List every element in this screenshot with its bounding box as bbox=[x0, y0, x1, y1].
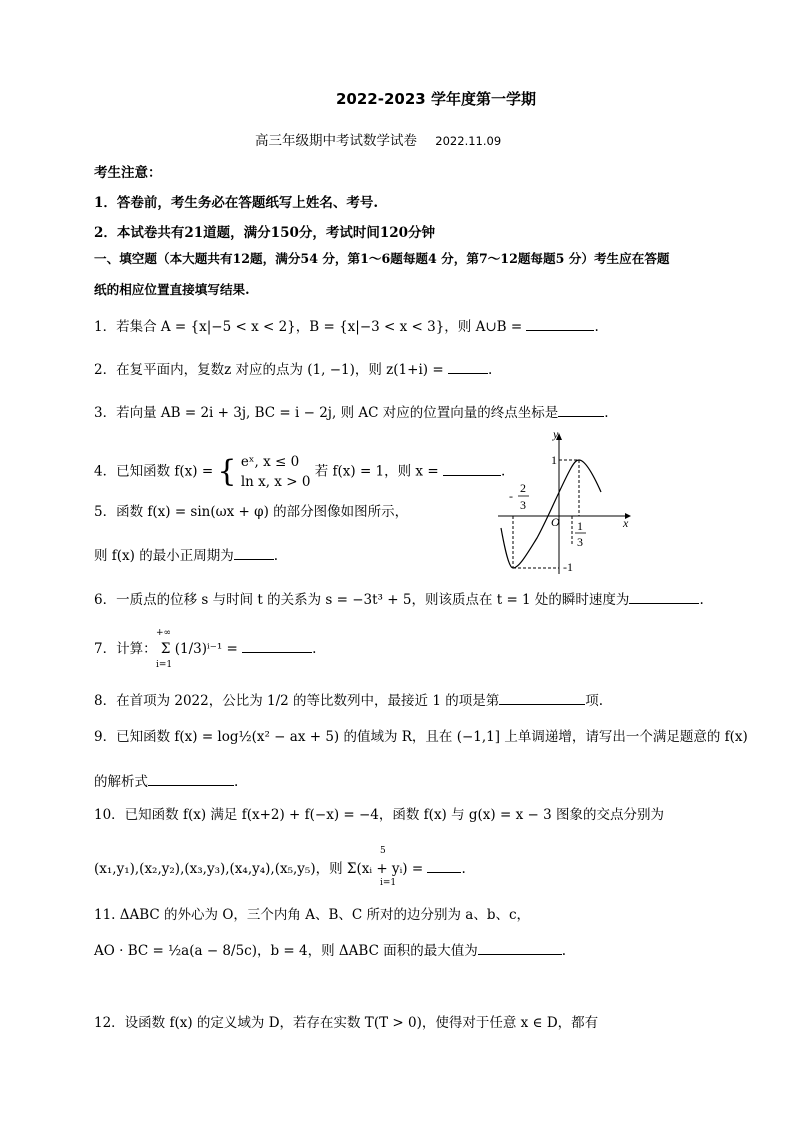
question-6 bbox=[94, 589, 704, 609]
exam-title: 2022-2023 学年度第一学期 bbox=[336, 90, 536, 108]
section1-instructions-line2: 纸的相应位置直接填写结果. bbox=[94, 282, 250, 297]
question-5b-tail: . bbox=[273, 548, 279, 564]
x-left-denominator: 3 bbox=[520, 498, 526, 512]
y-min-label: -1 bbox=[563, 560, 573, 574]
sum-upper-limit-10: 5 bbox=[380, 846, 386, 856]
exam-date: 2022.11.09 bbox=[435, 134, 502, 148]
question-4-tail: . bbox=[500, 463, 506, 480]
x-left-sign: - bbox=[509, 489, 513, 503]
question-10: 10．已知函数 f(x) 满足 f(x+2) + f(−x) = −4，函数 f(x) 与 g(x) = x − 3 图象的交点分别为 bbox=[94, 807, 664, 823]
question-11: 11. ΔABC 的外心为 O，三个内角 A、B、C 所对的边分别为 a、b、c， bbox=[94, 907, 531, 923]
question-6-tail: . bbox=[699, 592, 704, 608]
piecewise-cases bbox=[241, 452, 311, 492]
question-11b-text: AO · BC = ½a(a − 8/5c)，b = 4，则 ΔABC 面积的最大值为 bbox=[94, 943, 478, 959]
question-3 bbox=[94, 402, 609, 422]
x-left-numerator: 2 bbox=[520, 481, 526, 495]
sum-lower-limit-10: i=1 bbox=[380, 878, 397, 888]
question-9b-tail: . bbox=[234, 774, 239, 790]
exam-subtitle bbox=[255, 132, 501, 150]
question-12: 12．设函数 f(x) 的定义域为 D，若存在实数 T(T > 0)，使得对于任意 x ∈ D，都有 bbox=[94, 1015, 599, 1031]
x-right-denominator: 3 bbox=[577, 535, 583, 549]
question-9b-text: 的解析式 bbox=[94, 774, 148, 790]
question-9-b bbox=[94, 771, 238, 791]
notice-item-1: 1．答卷前，考生务必在答题纸写上姓名、考号. bbox=[94, 195, 379, 211]
piecewise-case-1: eˣ, x ≤ 0 bbox=[240, 454, 300, 470]
notice-item-2: 2．本试卷共有21道题，满分150分，考试时间120分钟 bbox=[94, 225, 436, 241]
question-1-tail: . bbox=[594, 319, 599, 335]
answer-blank-3[interactable] bbox=[558, 402, 604, 417]
notice-heading: 考生注意： bbox=[94, 165, 162, 181]
sine-curve bbox=[501, 460, 601, 568]
question-2-text: 2．在复平面内，复数z 对应的点为 (1, −1)，则 z(1+i) = bbox=[94, 362, 448, 378]
question-4-after: 若 f(x) = 1，则 x = bbox=[314, 463, 443, 480]
answer-blank-9[interactable] bbox=[148, 771, 234, 786]
question-7-body bbox=[94, 638, 316, 658]
answer-blank-7[interactable] bbox=[242, 638, 312, 653]
sum-lower-limit: i=1 bbox=[156, 660, 173, 670]
question-5: 5．函数 f(x) = sin(ωx + φ) 的部分图像如图所示， bbox=[94, 504, 409, 520]
question-8 bbox=[94, 690, 603, 710]
question-1-text: 1．若集合 A = {x|−5 < x < 2}，B = {x|−3 < x < 3}，则 A∪B = bbox=[94, 319, 527, 335]
question-7-text: 7．计算： Σ (1/3)ⁱ⁻¹ = bbox=[94, 641, 243, 657]
question-8-text: 8．在首项为 2022，公比为 1/2 的等比数列中，最接近 1 的项是第 bbox=[94, 693, 500, 709]
question-1 bbox=[94, 316, 599, 336]
question-11b-tail: . bbox=[561, 943, 566, 959]
answer-blank-10[interactable] bbox=[427, 858, 461, 873]
sine-graph bbox=[493, 428, 633, 576]
y-max-label: 1 bbox=[551, 453, 557, 467]
question-2 bbox=[94, 359, 492, 379]
question-2-tail: . bbox=[487, 362, 493, 378]
question-10b-text: (x₁,y₁),(x₂,y₂),(x₃,y₃),(x₄,y₄),(x₅,y₅)，则 Σ(xᵢ + yᵢ) = bbox=[94, 861, 428, 877]
question-9: 9．已知函数 f(x) = log½(x² − ax + 5) 的值域为 R，且在 (−1,1] 上单调递增，请写出一个满足题意的 f(x) bbox=[94, 729, 748, 745]
answer-blank-11[interactable] bbox=[478, 940, 562, 955]
question-10b-tail: . bbox=[461, 861, 466, 877]
question-3-tail: . bbox=[604, 405, 609, 421]
brace-icon: { bbox=[217, 454, 237, 489]
sum-upper-limit: +∞ bbox=[156, 628, 172, 638]
answer-blank-2[interactable] bbox=[448, 359, 488, 374]
section1-instructions-line1: 一、填空题（本大题共有12题，满分54 分，第1～6题每题4 分，第7～12题每题5 分）考生应在答题 bbox=[94, 251, 670, 266]
question-5b-text: 则 f(x) 的最小正周期为 bbox=[94, 548, 234, 564]
answer-blank-5[interactable] bbox=[234, 545, 274, 560]
question-4-text: 4．已知函数 f(x) = bbox=[94, 463, 218, 480]
piecewise-case-2: ln x, x > 0 bbox=[240, 474, 311, 490]
question-4 bbox=[94, 452, 505, 492]
question-6-text: 6．一质点的位移 s 与时间 t 的关系为 s = −3t³ + 5，则该质点在 t = 1 处的瞬时速度为 bbox=[94, 592, 630, 608]
question-7-tail: . bbox=[312, 641, 317, 657]
origin-label: O bbox=[551, 515, 560, 529]
exam-name: 高三年级期中考试数学试卷 bbox=[255, 133, 417, 149]
x-axis-label: x bbox=[623, 516, 629, 530]
question-5-b bbox=[94, 545, 278, 565]
y-axis-label: y bbox=[553, 428, 559, 441]
question-10b-body bbox=[94, 858, 466, 878]
answer-blank-1[interactable] bbox=[526, 316, 594, 331]
question-11-b bbox=[94, 940, 566, 960]
answer-blank-6[interactable] bbox=[629, 589, 699, 604]
question-8-tail: 项. bbox=[585, 693, 604, 709]
x-right-numerator: 1 bbox=[577, 519, 583, 533]
answer-blank-8[interactable] bbox=[499, 690, 585, 705]
question-3-text: 3．若向量 AB = 2i + 3j, BC = i − 2j, 则 AC 对应的位置向量的终点坐标是 bbox=[94, 405, 559, 421]
